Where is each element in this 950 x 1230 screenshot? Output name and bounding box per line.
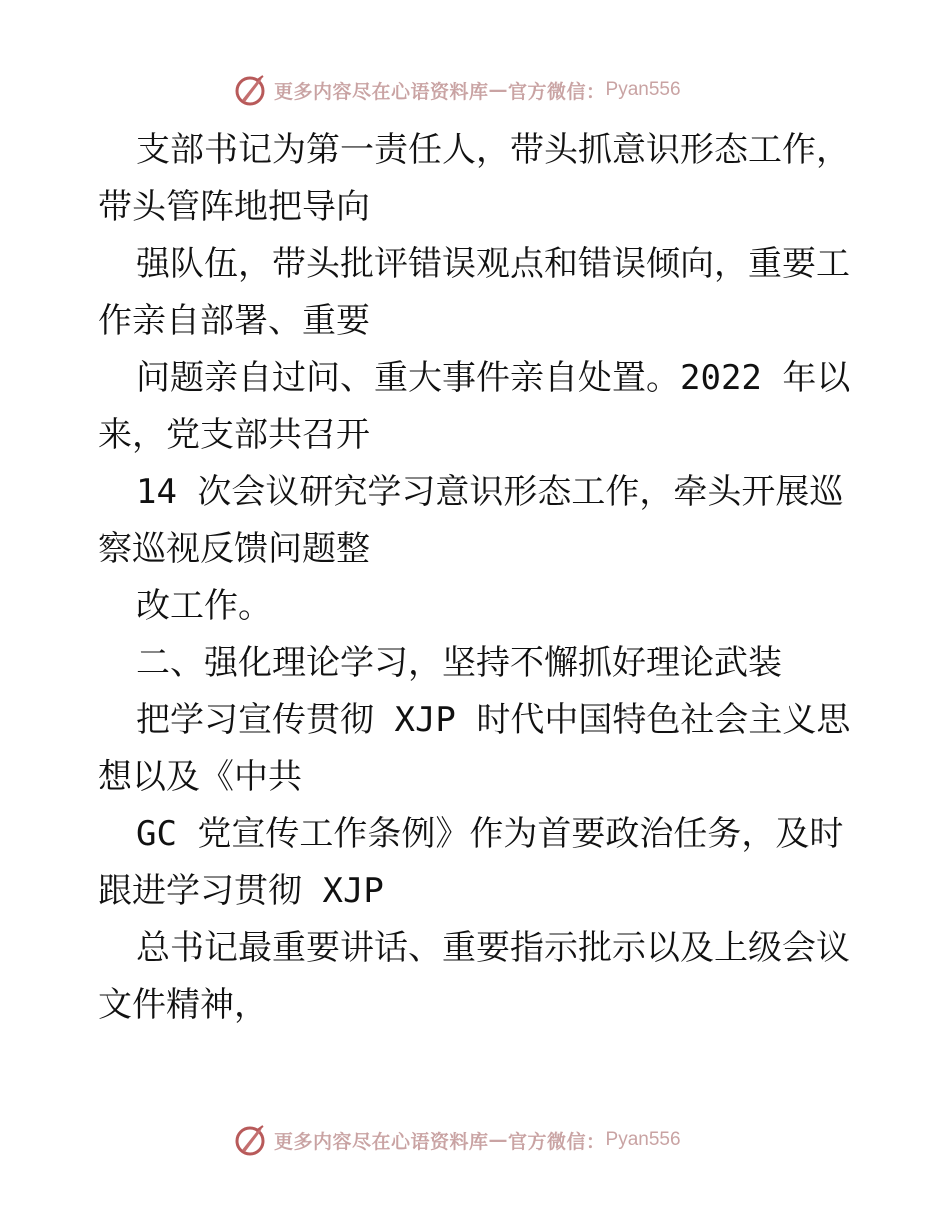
- section-heading: 二、强化理论学习，坚持不懈抓好理论武装: [136, 643, 782, 683]
- text-line: 察巡视反馈问题整: [98, 529, 370, 569]
- footer-banner-wechat-id: Pyan556: [605, 1129, 681, 1150]
- footer-watermark-banner: [232, 1120, 681, 1160]
- header-banner-wechat-label: 官方微信：: [508, 80, 606, 103]
- text-line: 14 次会议研究学习意识形态工作，牵头开展巡: [136, 472, 844, 512]
- footer-banner-text: 更多内容尽在心语资料库: [274, 1130, 489, 1153]
- header-banner-dash: —: [488, 79, 509, 101]
- quill-pen-logo-icon: [232, 72, 268, 108]
- text-line: 来，党支部共召开: [98, 415, 370, 455]
- text-line: 改工作。: [136, 586, 272, 626]
- header-watermark-banner: [232, 70, 681, 110]
- text-line: 总书记最重要讲话、重要指示批示以及上级会议: [136, 928, 850, 968]
- text-line: 作亲自部署、重要: [98, 301, 370, 341]
- text-line: 强队伍，带头批评错误观点和错误倾向，重要工: [136, 244, 850, 284]
- text-line: GC 党宣传工作条例》作为首要政治任务，及时: [136, 814, 844, 854]
- header-banner-text: 更多内容尽在心语资料库: [274, 80, 489, 103]
- header-banner-wechat-id: Pyan556: [605, 79, 681, 100]
- text-line: 文件精神，: [98, 985, 268, 1025]
- text-line: 支部书记为第一责任人，带头抓意识形态工作，: [136, 130, 850, 170]
- text-line: 把学习宣传贯彻 XJP 时代中国特色社会主义思: [136, 700, 851, 740]
- document-body: [98, 122, 898, 1034]
- text-line: 想以及《中共: [98, 757, 302, 797]
- quill-pen-logo-icon: [232, 1122, 268, 1158]
- text-line: 带头管阵地把导向: [98, 187, 370, 227]
- text-line: 跟进学习贯彻 XJP: [98, 871, 384, 911]
- footer-banner-wechat-label: 官方微信：: [508, 1130, 606, 1153]
- footer-banner-dash: —: [488, 1129, 509, 1151]
- text-line: 问题亲自过问、重大事件亲自处置。2022 年以: [136, 358, 851, 398]
